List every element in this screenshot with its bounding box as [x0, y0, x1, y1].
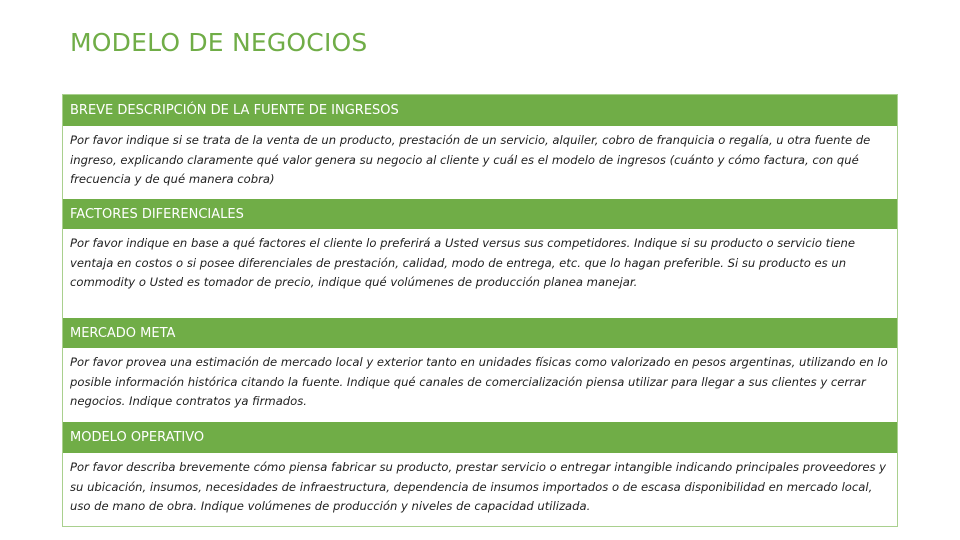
section-body-operating-model: Por favor describa brevemente cómo piensa fabricar su producto, prestar servicio o entregar intangible indicando principales proveedores y su ubicación, insumos, necesidades de infraestructura, dependencia de insumos importados o de escasa disponibilidad en mercado local, uso de mano de obra. Indique volúmenes de producción y niveles de capacidad utilizada.	[63, 453, 897, 526]
page-title: MODELO DE NEGOCIOS	[70, 28, 368, 57]
section-header-target-market: MERCADO META	[63, 318, 897, 348]
section-header-differential-factors: FACTORES DIFERENCIALES	[63, 199, 897, 229]
section-body-income-source: Por favor indique si se trata de la venta de un producto, prestación de un servicio, alquiler, cobro de franquicia o regalía, u otra fuente de ingreso, explicando claramente qué valor genera su negocio al cliente y cuál es el modelo de ingresos (cuánto y cómo factura, con qué frecuencia y de qué manera cobra)	[63, 126, 897, 199]
section-body-target-market: Por favor provea una estimación de mercado local y exterior tanto en unidades físicas como valorizado en pesos argentinas, utilizando en lo posible información histórica citando la fuente. Indique qué canales de comercialización piensa utilizar para llegar a sus clientes y cerrar negocios. Indique contratos ya firmados.	[63, 348, 897, 422]
section-header-operating-model: MODELO OPERATIVO	[63, 422, 897, 453]
business-model-table	[62, 94, 898, 527]
section-body-differential-factors: Por favor indique en base a qué factores el cliente lo preferirá a Usted versus sus competidores. Indique si su producto o servicio tiene ventaja en costos o si posee diferenciales de prestación, calidad, modo de entrega, etc. que lo hagan preferible. Si su producto es un commodity o Usted es tomador de precio, indique qué volúmenes de producción planea manejar.	[63, 229, 897, 318]
section-header-income-source: BREVE DESCRIPCIÓN DE LA FUENTE DE INGRESOS	[63, 95, 897, 126]
